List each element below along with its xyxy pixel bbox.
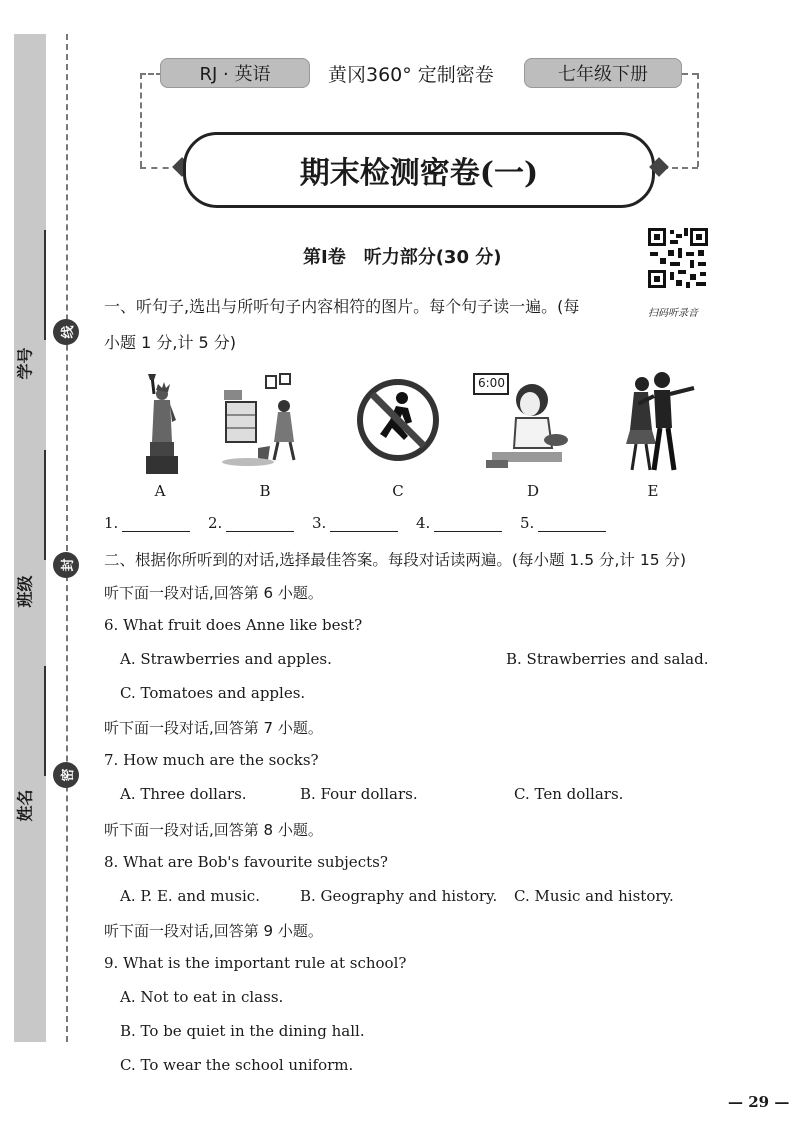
dancing-couple-icon bbox=[608, 370, 698, 480]
picture-label-e: E bbox=[647, 482, 659, 500]
answer-blank-5[interactable] bbox=[520, 514, 606, 532]
name-line bbox=[44, 666, 46, 776]
header-dash-left-vertical bbox=[140, 73, 142, 167]
part2-instruction: 二、根据你所听到的对话,选择最佳答案。每段对话读两遍。(每小题 1.5 分,计 15 分) bbox=[104, 551, 687, 569]
blank-line bbox=[434, 517, 502, 532]
blank-line bbox=[538, 517, 606, 532]
answer-blank-3[interactable] bbox=[312, 514, 398, 532]
statue-of-liberty-icon bbox=[136, 372, 184, 480]
seal-close-icon: 密 bbox=[53, 762, 79, 788]
option-6b: B. Strawberries and salad. bbox=[506, 650, 709, 668]
seal-line-icon: 线 bbox=[53, 319, 79, 345]
page-number: — 29 — bbox=[728, 1093, 790, 1111]
question-7: 7. How much are the socks? bbox=[104, 751, 319, 769]
class-label: 班级 bbox=[15, 575, 35, 608]
exam-title: 期末检测密卷(一) bbox=[183, 132, 655, 208]
dialogue-intro: 听下面一段对话,回答第 7 小题。 bbox=[104, 719, 323, 737]
blank-number: 1. bbox=[104, 514, 119, 532]
blank-number: 2. bbox=[208, 514, 223, 532]
option-9a: A. Not to eat in class. bbox=[120, 988, 284, 1006]
no-running-sign-icon bbox=[356, 374, 440, 470]
question-8: 8. What are Bob's favourite subjects? bbox=[104, 853, 388, 871]
option-7b: B. Four dollars. bbox=[300, 785, 418, 803]
option-9c: C. To wear the school uniform. bbox=[120, 1056, 354, 1074]
binding-strip bbox=[14, 34, 46, 1042]
picture-label-c: C bbox=[392, 482, 404, 500]
picture-label-d: D bbox=[526, 482, 540, 500]
header-dash-left bbox=[140, 73, 162, 75]
student-id-label: 学号 bbox=[15, 347, 35, 380]
student-id-line bbox=[44, 230, 46, 340]
option-8a: A. P. E. and music. bbox=[120, 887, 260, 905]
name-label: 姓名 bbox=[15, 789, 35, 822]
option-6c: C. Tomatoes and apples. bbox=[120, 684, 306, 702]
option-7a: A. Three dollars. bbox=[120, 785, 247, 803]
question-6: 6. What fruit does Anne like best? bbox=[104, 616, 363, 634]
blank-number: 5. bbox=[520, 514, 535, 532]
blank-line bbox=[330, 517, 398, 532]
option-9b: B. To be quiet in the dining hall. bbox=[120, 1022, 365, 1040]
header-dash-right-vertical bbox=[697, 73, 699, 167]
blank-line bbox=[122, 517, 190, 532]
grade-badge: 七年级下册 bbox=[524, 58, 682, 88]
qr-code-icon bbox=[646, 226, 710, 290]
qr-caption: 扫码听录音 bbox=[648, 308, 698, 319]
picture-label-a: A bbox=[154, 482, 166, 500]
part1-instruction-line2: 小题 1 分,计 5 分) bbox=[104, 333, 237, 352]
header-dash-right bbox=[682, 73, 698, 75]
blank-line bbox=[226, 517, 294, 532]
dialogue-intro: 听下面一段对话,回答第 8 小题。 bbox=[104, 821, 323, 839]
answer-blank-4[interactable] bbox=[416, 514, 502, 532]
class-line bbox=[44, 450, 46, 560]
picture-label-b: B bbox=[259, 482, 271, 500]
option-7c: C. Ten dollars. bbox=[514, 785, 624, 803]
seal-seal-icon: 封 bbox=[53, 552, 79, 578]
answer-blank-1[interactable] bbox=[104, 514, 190, 532]
option-8c: C. Music and history. bbox=[514, 887, 674, 905]
binding-dashed-line bbox=[66, 34, 68, 1042]
subject-badge: RJ · 英语 bbox=[160, 58, 310, 88]
girl-breakfast-icon bbox=[472, 370, 578, 478]
blank-number: 4. bbox=[416, 514, 431, 532]
section-header: 第Ⅰ卷 听力部分(30 分) bbox=[303, 247, 502, 268]
question-9: 9. What is the important rule at school? bbox=[104, 954, 407, 972]
option-6a: A. Strawberries and apples. bbox=[120, 650, 332, 668]
messy-room-icon bbox=[218, 372, 308, 472]
part1-instruction-line1: 一、听句子,选出与所听句子内容相符的图片。每个句子读一遍。(每 bbox=[104, 297, 580, 316]
blank-number: 3. bbox=[312, 514, 327, 532]
option-8b: B. Geography and history. bbox=[300, 887, 498, 905]
answer-blank-2[interactable] bbox=[208, 514, 294, 532]
brand-title: 黄冈360° 定制密卷 bbox=[328, 64, 494, 86]
dialogue-intro: 听下面一段对话,回答第 9 小题。 bbox=[104, 922, 323, 940]
dialogue-intro: 听下面一段对话,回答第 6 小题。 bbox=[104, 584, 323, 602]
clock-time: 6:00 bbox=[478, 376, 505, 390]
